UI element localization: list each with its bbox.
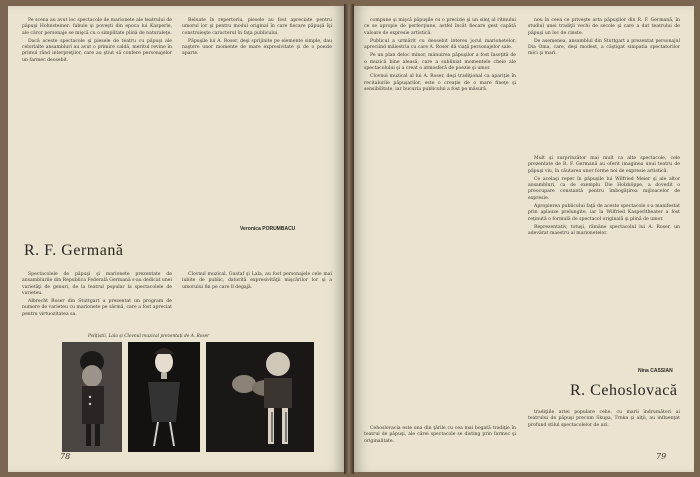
puppet-photo-1 [62,342,122,452]
paragraph: Dacă aceste spectacole şi piesele de teatru cu păpuşi ale celorlalte ansambluri au avut o primire caldă, meritul revine în primul rând interpreţilor, care au ştiut să confere personajelor un farmec deosebit. [22,38,172,63]
paragraph: De asemenea, ansamblul din Stuttgart a prezentat personajul Dia Oma, care, deşi modest, a câştigat simpatia spectatorilor mici şi mari. [528,38,680,57]
book-gutter [344,4,354,474]
paragraph: Spectacolele de păpuşi şi marionete prezentate de ansamblurile din Republica Federală Germană s-au dedicat unei varietăţi de genuri, de la teatrul popular la spectacolele de varieteu. [22,272,172,296]
left-col2-body [182,272,332,324]
paragraph: tradiţiile artei populare cehe, cu marii îndrumători ai teatrului de păpuşi precum Skupa, Trnka şi alţii, au influenţat profund stilul spectacolelor de azi. [528,410,680,428]
right-col1-bottom [364,426,516,460]
author-signature: Veronica PORUMBACU [240,226,296,232]
photo-caption: Polițiștii, Lala și Clovnul muzical prezentați de A. Roser [88,334,210,339]
right-col2-top [528,18,680,148]
paragraph: compune şi mişcă păpuşile cu o precizie şi un simţ al ritmului ce se apropie de perfecţiune, astfel încât fiecare gest capătă valoare de expresie artistică. [364,18,516,36]
left-page [8,6,344,472]
left-col1-body [22,272,172,330]
section-heading: R. Cehoslovacă [570,382,678,399]
paragraph: Mult şi surprinzător mai mult ca alte spectacole, cele prezentate de R. F. Germană au oferit imaginea unui teatru de păpuşi viu, în căutarea unor forme noi de expresie artistică. [528,156,680,174]
right-col1 [364,18,516,460]
paragraph: Publicul a urmărit cu deosebit interes jocul marionetelor, apreciind măiestria cu care A. Roser dă viaţă personajelor sale. [364,38,516,51]
section-heading: R. F. Germană [24,242,124,259]
paragraph: Pe scena au avut loc spectacole de marionete ale teatrului de păpuşi Hohnsteiner: fabule şi poveşti din epoca lui Kasperle, ale căror personaje se mişcă cu o simplitate plină de naturaleţe. [22,18,172,36]
left-col1-intro [22,18,172,218]
page-number-right: 79 [656,452,667,461]
lala-puppet-image [128,342,200,452]
puppet-photo-2 [128,342,200,452]
paragraph: Clovnul muzical, Gustaf şi Lala, au fost personajele cele mai iubite de public, datorită expresivităţii mişcărilor lor şi a umorului fin pe care îl degajă. [182,272,332,290]
page-number-left: 78 [60,452,71,461]
right-col2-mid [528,156,680,316]
paragraph: Pe un plan deloc minor, mânuirea păpuşilor a fost însoţită de o muzică bine aleasă, care a subliniat momentele cheie ale spectacolului şi a creat o atmosferă de poezie şi umor. [364,53,516,72]
paragraph: Cehoslovacia este una din ţările cu cea mai bogată tradiţie în teatrul de păpuşi, ale cărei spectacole se disting prin farmec şi originalitate. [364,426,516,444]
paragraph: Ce acelaşi reper în păpuşile lui Wilfried Meier şi ale altor ansambluri, ca de exemplu Die Holzköppe, a dovedit o preocupare constantă pentru îmbogăţirea mijloacelor de expresie. [528,176,680,201]
paragraph: Reluate în repertoriu, piesele au fost apreciate pentru umorul lor şi pentru modul original în care fiecare păpuşă îşi construieşte caracterul în faţa publicului. [182,18,332,36]
paragraph: nou în ceea ce priveşte arta păpuşilor din R. F. Germană, în studiul unei tradiţii vechi de secole şi care a dat teatrului de păpuşi un loc de cinste. [528,18,680,36]
paragraph: Păpuşile lui A. Roser, deşi sprijinite pe elemente simple, dau naştere unor momente de mare expresivitate şi de o poezie aparte. [182,38,332,57]
left-col2-intro [182,18,332,208]
right-page [354,6,694,472]
clown-puppet-image [206,342,314,452]
paragraph: Clovnul muzical al lui A. Roser, deşi tradiţional ca apariţie în recitalurile păpuşarilor, este o creaţie de o mare fineţe şi sensibilitate, iar bucuria publicului a fost pe măsură. [364,74,516,92]
policeman-puppet-image [62,342,122,452]
paragraph: Albrecht Roser din Stuttgart a prezentat un program de numere de varieteu cu marionete pe sârmă, care a fost apreciat pentru virtuozitatea sa. [22,299,172,317]
author-signature: Nina CASSIAN [638,368,673,374]
puppet-photo-3 [206,342,314,452]
paragraph: Apropierea publicului faţă de aceste spectacole s-a manifestat prin aplauze prelungite, iar la Wilfried Kasperltheater a fost reţinută o formulă de spectacol originală şi plină de umor. [528,204,680,222]
paragraph: Reprezentativ, totuşi, rămâne spectacolul lui A. Roser, un adevărat maestru al marionetelor. [528,224,680,237]
